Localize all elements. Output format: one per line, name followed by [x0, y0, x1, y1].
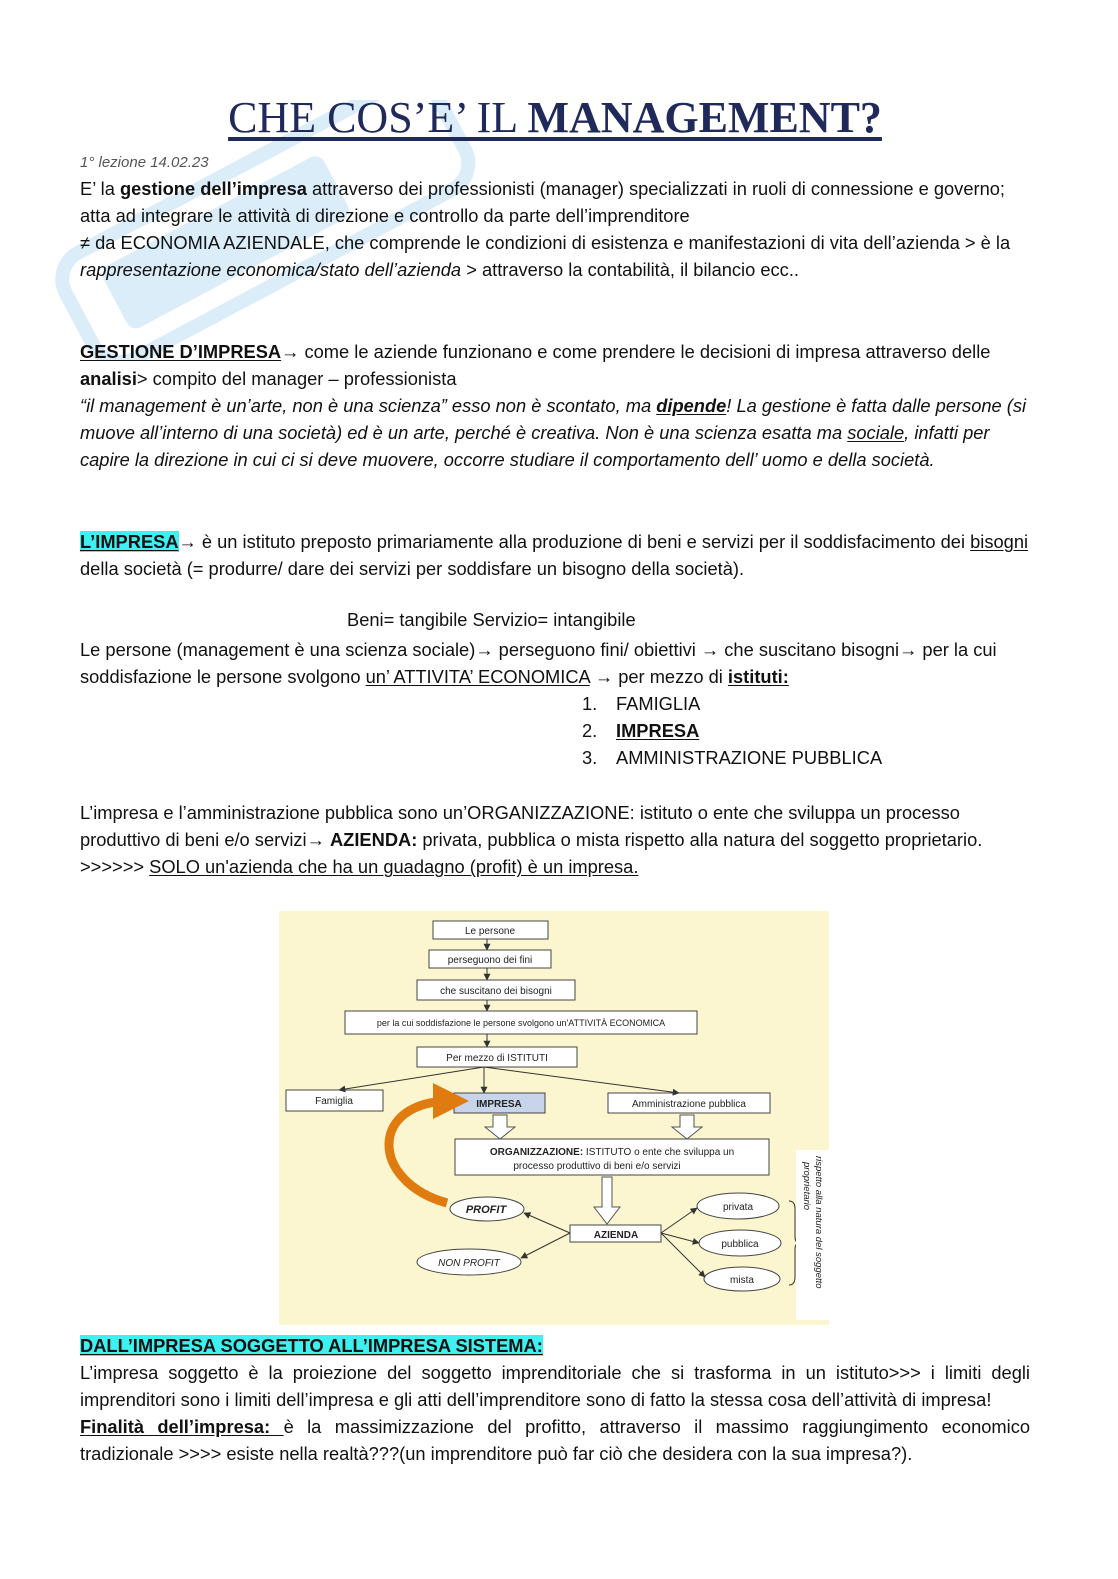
organizzazione-paragraph: L’impresa e l’amministrazione pubblica sono un’ORGANIZZAZIONE: istituto o ente che sviluppa un processo produttivo di beni e/o servizi→ AZIENDA: privata, pubblica o mista rispetto alla natura del soggetto proprietario. >>>>>> SOLO un'azienda che ha un guadagno (profit) è un impresa. — [80, 802, 983, 878]
label-organizzazione: ORGANIZZAZIONE: ISTITUTO o ente che sviluppa un — [489, 1147, 735, 1158]
label-privata: privata — [722, 1202, 754, 1213]
label-istituti: Per mezzo di ISTITUTI — [446, 1053, 548, 1064]
label-pubblica: pubblica — [721, 1239, 759, 1250]
label-famiglia: Famiglia — [315, 1096, 353, 1107]
gestione-heading: GESTIONE D’IMPRESA — [80, 341, 282, 362]
persone-paragraph: Le persone (management è una scienza sociale)→ perseguono fini/ obiettivi → che suscitano bisogni→ per la cui soddisfazione le persone svolgono un’ ATTIVITA’ ECONOMICA → per mezzo di istituti: — [80, 639, 997, 688]
label-azienda: AZIENDA — [593, 1230, 639, 1241]
side-note-line2: proprietario — [801, 1162, 812, 1211]
istituti-list — [582, 690, 882, 771]
sistema-paragraph: L’impresa soggetto è la proiezione del soggetto imprenditoriale che si trasforma in un istituto>>> i limiti degli imprenditori sono i limiti dell’impresa e gli atti dell’imprenditore sono di fatto la stessa cosa dell’attività di impresa! Finalità dell’impresa: è la massimizzazione del profitto, attraverso il massimo raggiungimento economico tradizionale >>>> esiste nella realtà???(un imprenditore può far ciò che desidera con la sua impresa?). — [80, 1362, 1030, 1465]
side-note-line1: rispetto alla natura del soggetto — [813, 1156, 824, 1289]
label-attivita: per la cui soddisfazione le persone svolgono un'ATTIVITÀ ECONOMICA — [376, 1018, 666, 1028]
side-note — [796, 1150, 830, 1320]
intro-paragraph: E’ la gestione dell’impresa attraverso dei professionisti (manager) specializzati in ruoli di connessione e governo; atta ad integrare le attività di direzione e controllo da parte dell’imprenditore ≠ da ECONOMIA AZIENDALE, che comprende le condizioni di esistenza e manifestazioni di vita dell’azienda > è la rappresentazione economica/stato dell’azienda > attraverso la contabilità, il bilancio ecc.. — [80, 178, 1011, 281]
label-amministrazione: Amministrazione pubblica — [632, 1099, 746, 1110]
list-item: 3. AMMINISTRAZIONE PUBBLICA — [582, 747, 883, 769]
heading-sistema: DALL’IMPRESA SOGGETTO ALL’IMPRESA SISTEMA: — [80, 1335, 543, 1356]
list-item: 1. FAMIGLIA — [582, 693, 701, 714]
list-item: 2. IMPRESA — [582, 720, 700, 742]
label-fini: perseguono dei fini — [447, 955, 533, 966]
label-profit: PROFIT — [465, 1204, 507, 1216]
label-impresa: IMPRESA — [476, 1099, 522, 1110]
beni-servizi-line: Beni= tangibile Servizio= intangibile — [347, 609, 636, 630]
label-nonprofit: NON PROFIT — [438, 1258, 500, 1269]
label-persone: Le persone — [464, 926, 516, 937]
page-title: CHE COS’E’ IL MANAGEMENT? — [228, 93, 882, 142]
label-bisogni: che suscitano dei bisogni — [440, 986, 552, 997]
lesson-date: 1° lezione 14.02.23 — [80, 154, 209, 171]
diagram-background — [279, 911, 829, 1325]
impresa-heading: L’IMPRESA — [80, 531, 179, 552]
impresa-paragraph: L’IMPRESA→ è un istituto preposto primariamente alla produzione di beni e servizi per il soddisfacimento dei bisogni della società (= produrre/ dare dei servizi per soddisfare un bisogno della società). — [80, 531, 1029, 580]
gestione-paragraph: GESTIONE D’IMPRESA→ come le aziende funzionano e come prendere le decisioni di impresa attraverso delle analisi> compito del manager – professionista “il management è un’arte, non è una scienza” esso non è scontato, ma dipende! La gestione è fatta dalle persone (si muove all’interno di una società) ed è un arte, perché è creativa. Non è una scienza esatta ma sociale, infatti per capire la direzione in cui ci si deve muovere, occorre studiare il comportamento dell’ uomo e della società. — [80, 341, 1027, 471]
label-mista: mista — [730, 1275, 754, 1286]
label-organizzazione-2: processo produttivo di beni e/o servizi — [513, 1161, 681, 1172]
istituti-diagram — [279, 911, 829, 1325]
